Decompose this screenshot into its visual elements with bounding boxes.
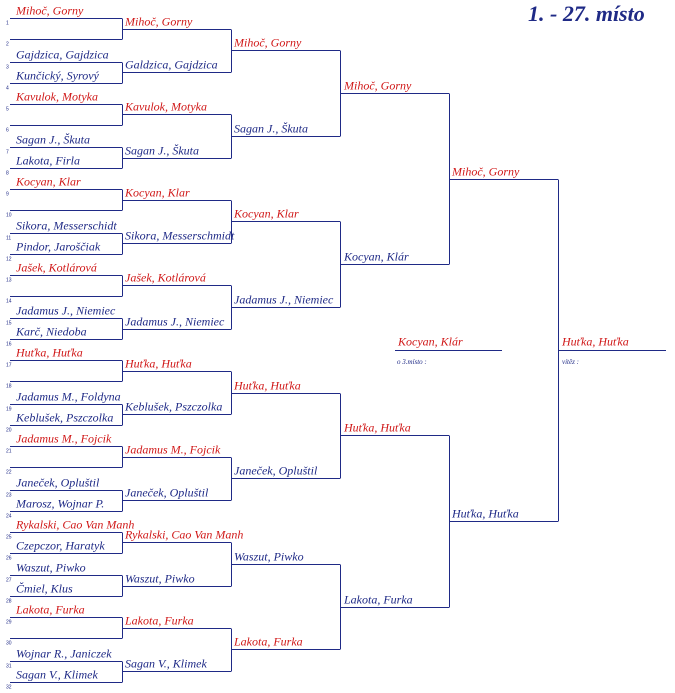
round4-entry-name: Huťka, Huťka: [344, 420, 411, 435]
round3-entry-name: Huťka, Huťka: [234, 378, 301, 393]
round1-entry-name: Janeček, Opluštil: [16, 475, 100, 490]
seed-number: 29: [6, 619, 12, 626]
third-place-name: Kocyan, Klár: [398, 334, 463, 349]
round1-entry-name: Jašek, Kotlárová: [16, 260, 97, 275]
seed-number: 21: [6, 448, 12, 455]
round2-entry-name: Jadamus J., Niemiec: [125, 314, 225, 329]
bracket-labels: [6, 4, 629, 691]
round3-entry-name: Sagan J., Škuta: [234, 121, 308, 136]
round2-entry-name: Jašek, Kotlárová: [125, 270, 206, 285]
third-place-caption: o 3.místo :: [397, 358, 427, 366]
seed-number: 12: [6, 256, 12, 263]
seed-number: 24: [6, 513, 12, 520]
round1-entry-name: Mihoč, Gorny: [16, 3, 84, 18]
round1-entry-name: Jadamus M., Foldyna: [16, 389, 121, 404]
champion-name: Huťka, Huťka: [562, 334, 629, 349]
seed-number: 20: [6, 427, 12, 434]
round2-entry-name: Sagan J., Škuta: [125, 143, 199, 158]
round2-entry-name: Sagan V., Klimek: [125, 656, 207, 671]
seed-number: 5: [6, 106, 9, 113]
round2-entry-name: Kavulok, Motyka: [125, 99, 207, 114]
round3-entry-name: Jadamus J., Niemiec: [234, 292, 334, 307]
seed-number: 13: [6, 277, 12, 284]
seed-number: 16: [6, 341, 12, 348]
round1-entry-name: Sikora, Messerschidt: [16, 218, 117, 233]
seed-number: 9: [6, 191, 9, 198]
round1-entry-name: Marosz, Wojnar P.: [16, 496, 105, 511]
round1-entry-name: Karč, Niedoba: [16, 324, 87, 339]
round2-entry-name: Janeček, Opluštil: [125, 485, 209, 500]
seed-number: 17: [6, 362, 12, 369]
winner-caption: vítěz :: [562, 358, 579, 366]
round1-entry-name: Sagan V., Klimek: [16, 667, 98, 682]
round2-entry-name: Waszut, Piwko: [125, 571, 195, 586]
seed-number: 19: [6, 406, 12, 413]
seed-number: 30: [6, 640, 12, 647]
round3-entry-name: Kocyan, Klar: [234, 206, 299, 221]
seed-number: 31: [6, 663, 12, 670]
round2-entry-name: Rykalski, Cao Van Manh: [125, 527, 244, 542]
seed-number: 32: [6, 684, 12, 691]
seed-number: 25: [6, 534, 12, 541]
round4-entry-name: Mihoč, Gorny: [344, 78, 412, 93]
seed-number: 26: [6, 555, 12, 562]
round2-entry-name: Galdzica, Gajdzica: [125, 57, 218, 72]
round1-entry-name: Gajdzica, Gajdzica: [16, 47, 109, 62]
round1-entry-name: Keblušek, Pszczolka: [16, 410, 114, 425]
round1-entry-name: Czepczor, Haratyk: [16, 538, 105, 553]
round3-entry-name: Janeček, Opluštil: [234, 463, 318, 478]
seed-number: 27: [6, 577, 12, 584]
seed-number: 15: [6, 320, 12, 327]
round1-entry-name: Huťka, Huťka: [16, 345, 83, 360]
round2-entry-name: Jadamus M., Fojcik: [125, 442, 221, 457]
round1-entry-name: Pindor, Jaroščiak: [16, 239, 101, 254]
seed-number: 3: [6, 64, 9, 71]
round3-entry-name: Mihoč, Gorny: [234, 35, 302, 50]
round4-entry-name: Lakota, Furka: [344, 592, 413, 607]
seed-number: 22: [6, 469, 12, 476]
seed-number: 23: [6, 492, 12, 499]
round1-entry-name: Wojnar R., Janiczek: [16, 646, 112, 661]
seed-number: 11: [6, 235, 12, 242]
round1-entry-name: Čmiel, Klus: [16, 581, 73, 596]
bracket-title: 1. - 27. místo: [528, 1, 645, 26]
seed-number: 7: [6, 149, 9, 156]
seed-number: 8: [6, 170, 9, 177]
round1-entry-name: Kunčický, Syrový: [16, 68, 99, 83]
round1-entry-name: Kavulok, Motyka: [16, 89, 98, 104]
round1-entry-name: Waszut, Piwko: [16, 560, 86, 575]
round2-entry-name: Sikora, Messerschmidt: [125, 228, 235, 243]
round2-entry-name: Huťka, Huťka: [125, 356, 192, 371]
seed-number: 18: [6, 383, 12, 390]
round5-entry-name: Mihoč, Gorny: [452, 164, 520, 179]
seed-number: 28: [6, 598, 12, 605]
round5-entry-name: Huťka, Huťka: [452, 506, 519, 521]
round3-entry-name: Waszut, Piwko: [234, 549, 304, 564]
round1-entry-name: Jadamus J., Niemiec: [16, 303, 116, 318]
round1-entry-name: Kocyan, Klar: [16, 174, 81, 189]
seed-number: 10: [6, 212, 12, 219]
round4-entry-name: Kocyan, Klár: [344, 249, 409, 264]
bracket-lines: [10, 19, 666, 683]
seed-number: 2: [6, 41, 9, 48]
round2-entry-name: Mihoč, Gorny: [125, 14, 193, 29]
seed-number: 4: [6, 85, 9, 92]
round1-entry-name: Rykalski, Cao Van Manh: [16, 517, 135, 532]
round3-entry-name: Lakota, Furka: [234, 634, 303, 649]
seed-number: 6: [6, 127, 9, 134]
round1-entry-name: Sagan J., Škuta: [16, 132, 90, 147]
round2-entry-name: Kocyan, Klar: [125, 185, 190, 200]
round2-entry-name: Keblušek, Pszczolka: [125, 399, 223, 414]
round1-entry-name: Jadamus M., Fojcik: [16, 431, 112, 446]
seed-number: 1: [6, 20, 9, 27]
round1-entry-name: Lakota, Firla: [16, 153, 81, 168]
round1-entry-name: Lakota, Furka: [16, 602, 85, 617]
round2-entry-name: Lakota, Furka: [125, 613, 194, 628]
seed-number: 14: [6, 298, 12, 305]
